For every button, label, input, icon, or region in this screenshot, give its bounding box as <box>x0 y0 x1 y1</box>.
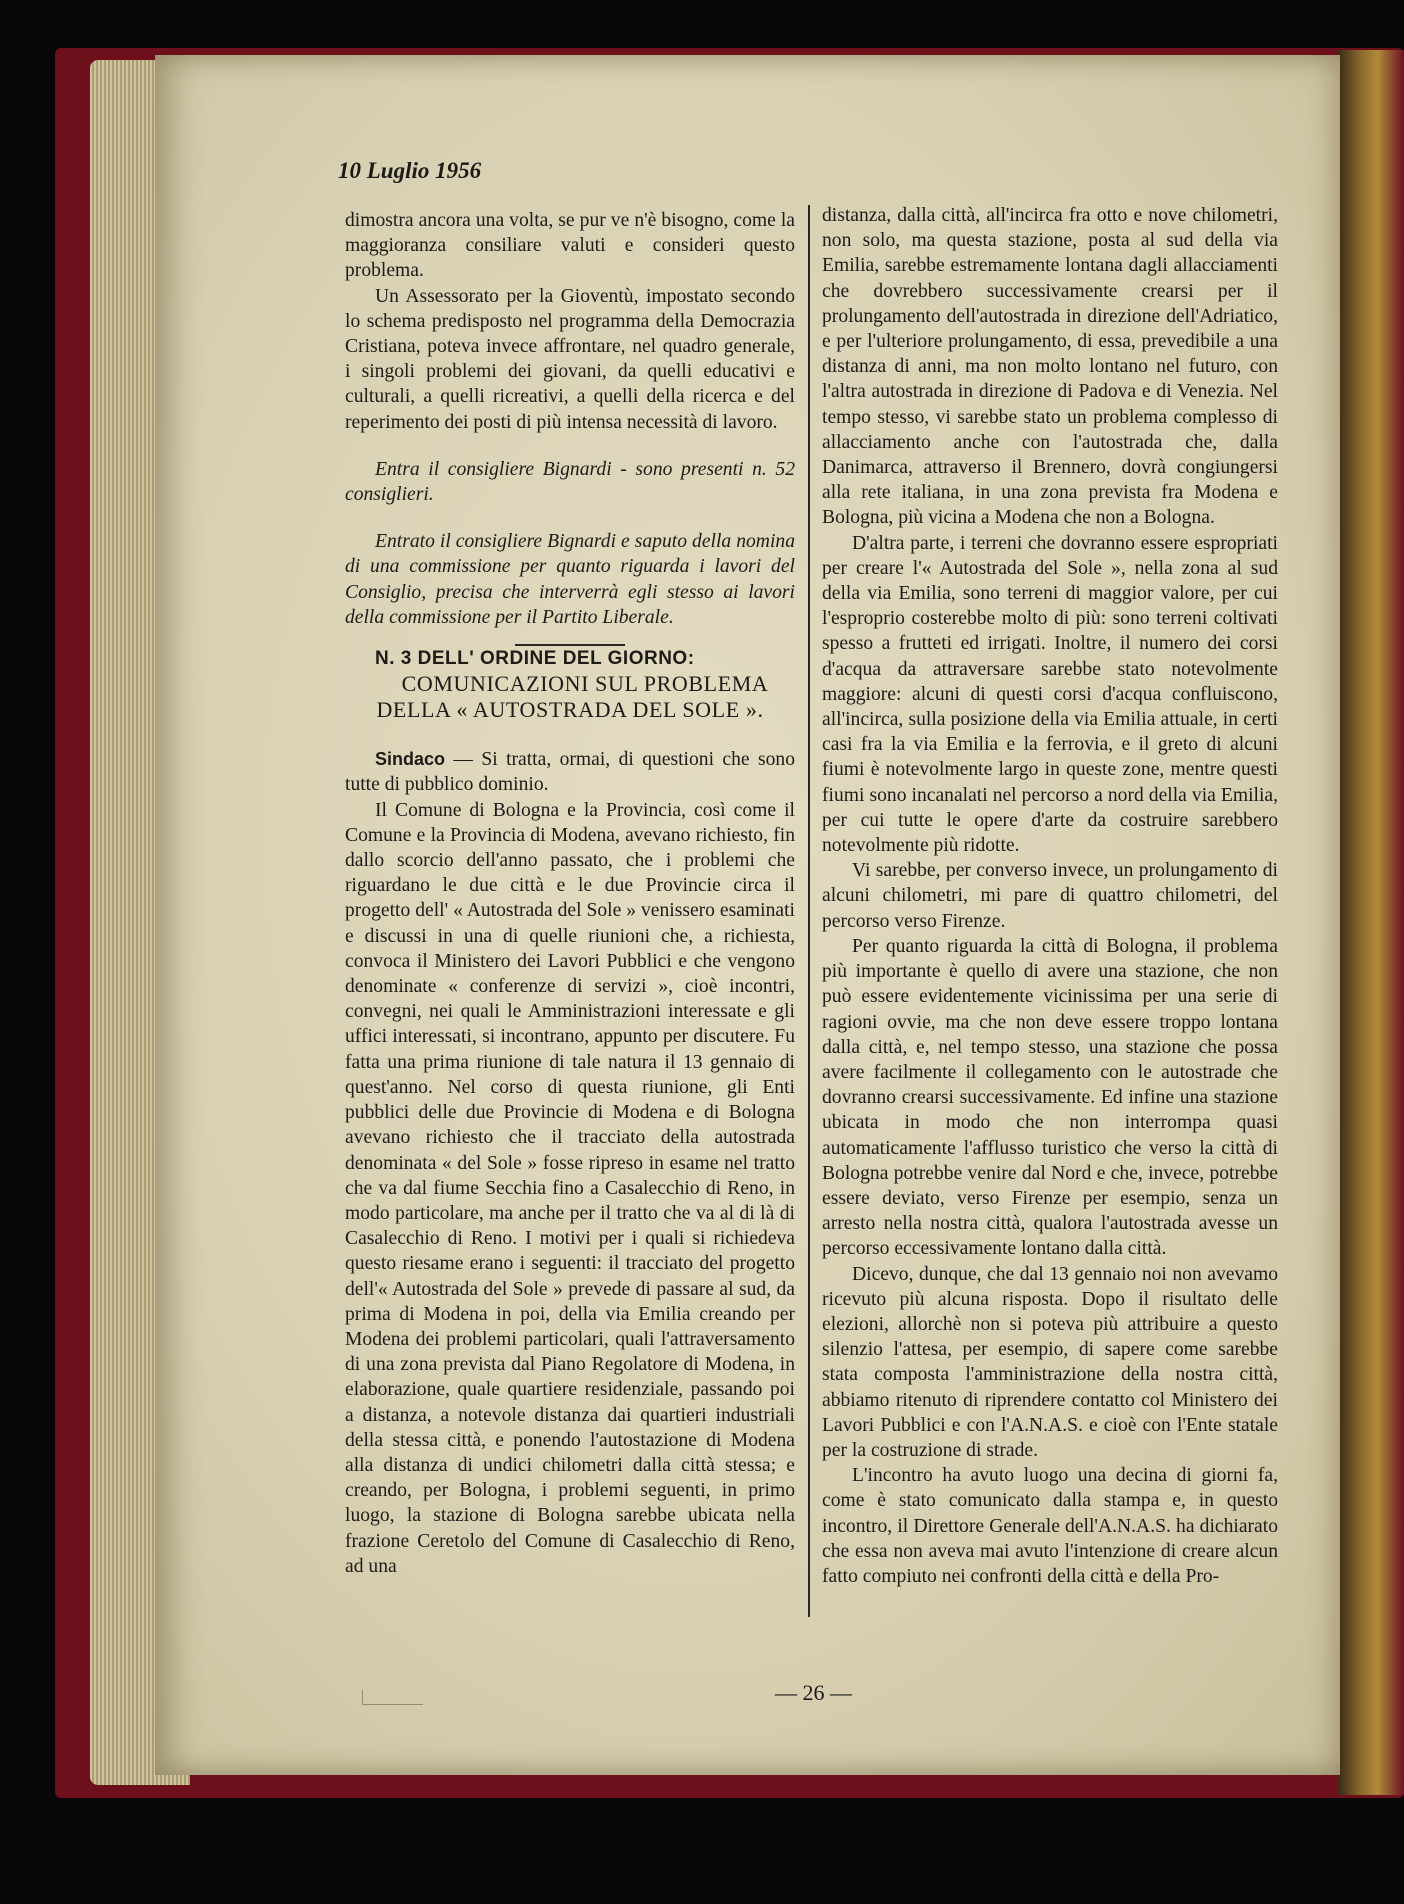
right-paragraph: Per quanto riguarda la città di Bologna, il problema più importante è quello di avere una stazione, che non può essere evidentemente vicinissima per una serie di ragioni ovvie, ma che non deve essere troppo lontana dalla città, e, nel tempo stesso, una stazione che possa avere facilmente il collegamento con le autostrade che dovranno crearsi successivamente. Ed infine una stazione ubicata in modo che non interrompa quasi automaticamente l'afflusso turistico che verso la città di Bologna potrebbe venire dal Nord e che, invece, potrebbe essere deviato, verso Firenze per esempio, senza un arresto nella nostra città, qualora l'autostrada avesse un percorso eccessivamente lontano dalla città. <box>822 935 1278 1260</box>
right-column <box>822 203 1278 1589</box>
left-paragraph: dimostra ancora una volta, se pur ve n'è bisogno, come la maggioranza consiliare valuti e consideri questo problema. <box>345 210 795 282</box>
left-paragraph: Un Assessorato per la Gioventù, impostato secondo lo schema predisposto nel programma della Democrazia Cristiana, poteva invece affrontare, nel quadro generale, i singoli problemi dei giovani, da quelli educativi e culturali, a quelli ricreativi, a quelli della ricerca e del reperimento dei posti di più intensa necessità di lavoro. <box>345 285 795 433</box>
speech-first-line: — Si tratta, ormai, di questioni che sono tutte di pubblico dominio. <box>345 749 795 796</box>
margin-mark <box>362 1690 423 1705</box>
agenda-heading: N. 3 DELL' ORDINE DEL GIORNO: <box>375 648 695 670</box>
right-paragraph: distanza, dalla città, all'incirca fra otto e nove chilometri, non solo, ma questa stazione, posta al sud della via Emilia, sarebbe estremamente lontana dagli allacciamenti che dovrebbero successivamente crearsi per il prolungamento dell'autostrada in direzione dell'Adriatico, e per l'ulteriore prolungamento, di essa, prevedibile a una distanza di anni, ma non molto lontano nel futuro, con l'altra autostrada in direzione di Padova e di Venezia. Nel tempo stesso, vi sarebbe stato un problema complesso di allacciamento anche con l'autostrada che, dalla Danimarca, attraverso il Brennero, dovrà congiungersi alla rete italiana, in una zona prevista fra Modena e Bologna, più vicina a Modena che non a Bologna. <box>822 205 1278 529</box>
agenda-title: COMUNICAZIONI SUL PROBLEMA DELLA « AUTOSTRADA DEL SOLE ». <box>376 671 769 723</box>
right-paragraph: L'incontro ha avuto luogo una decina di giorni fa, come è stato comunicato dalla stampa e, in questo incontro, il Direttore Generale dell'A.N.A.S. ha dichiarato che essa non aveva mai avuto l'intenzione di creare alcun fatto compiuto nei confronti della città e della Pro- <box>822 1465 1278 1587</box>
column-divider <box>808 205 810 1617</box>
right-paragraph: Vi sarebbe, per converso invece, un prolungamento di alcuni chilometri, mi pare di quattro chilometri, del percorso verso Firenze. <box>822 860 1278 932</box>
note-nomination: Entrato il consigliere Bignardi e saputo della nomina di una commissione per quanto riguarda i lavori del Consiglio, precisa che interverrà egli stesso ai lavori della commissione per il Partito Liberale. <box>345 531 795 628</box>
right-paragraph: Dicevo, dunque, che dal 13 gennaio noi non avevamo ricevuto più alcuna risposta. Dopo il risultato delle elezioni, allorchè non si poteva più attribuire a questo silenzio l'attesa, per esempio, di sapere come sarebbe stata composta l'amministrazione della nostra città, abbiamo ritenuto di riprendere contatto col Ministero dei Lavori Pubblici e con l'A.N.A.S. e cioè con l'Ente statale per la costruzione di strade. <box>822 1263 1278 1461</box>
left-column <box>345 208 795 1579</box>
right-page-edge <box>1338 50 1404 1795</box>
speech-paragraph: Il Comune di Bologna e la Provincia, così come il Comune e la Provincia di Modena, avevano richiesto, fin dallo scorcio dell'anno passato, che i problemi che riguardano le due città e le due Provincie circa il progetto dell' « Autostrada del Sole » venissero esaminati e discussi in una di quelle riunioni che, a richiesta, convoca il Ministero dei Lavori Pubblici e che vengono denominate « conferenze di servizi », cioè incontri, convegni, nei quali le Amministrazioni interessate e gli uffici interessati, si incontrano, appunto per discutere. Fu fatta una prima riunione di tale natura il 13 gennaio di quest'anno. Nel corso di questa riunione, gli Enti pubblici delle due Provincie di Modena e di Bologna avevano richiesto che il tracciato della autostrada denominata « del Sole » fosse ripreso in esame nel tratto che va dal fiume Secchia fino a Casalecchio di Reno, in modo particolare, ma anche per il tratto che va al di là di Casalecchio di Reno. I motivi per i quali si richiedeva questo riesame erano i seguenti: il tracciato del progetto dell'« Autostrada del Sole » prevede di passare al sud, da prima di Modena in poi, della via Emilia creando per Modena dei problemi particolari, quali l'attraversamento di una zona prevista dal Piano Regolatore di Modena, in elaborazione, quale quartiere residenziale, passando poi a distanza, a notevole distanza dai quartieri industriali della stessa città, e ponendo l'autostazione di Modena alla distanza di undici chilometri dalla città stessa; e creando, per Bologna, i problemi seguenti, in primo luogo, la stazione di Bologna sarebbe ubicata nella frazione Ceretolo del Comune di Casalecchio di Reno, ad una <box>345 799 795 1577</box>
page-date: 10 Luglio 1956 <box>338 158 482 183</box>
speech-opening <box>345 747 795 797</box>
right-paragraph: D'altra parte, i terreni che dovranno essere espropriati per creare l'« Autostrada del Sole », nella zona al sud della via Emilia, sono terreni di maggior valore, per cui l'esproprio costerebbe molto di più: sono terreni coltivati spesso a frutteti ed irrigati. Inoltre, il numero dei corsi d'acqua da attraversare sarebbe stato notevolmente maggiore: alcuni di questi corsi d'acqua confluiscono, all'incirca, sulla posizione della via Emilia attuale, in certi casi fra la via Emilia e la ferrovia, e il greto di alcuni fiumi è notevolmente largo in queste zone, mentre questi fiumi sono incanalati nel percorso a nord della via Emilia, per cui tutte le opere d'arte da costruire sarebbero notevolmente più ridotte. <box>822 532 1278 857</box>
speaker-name: Sindaco <box>375 749 446 770</box>
page-number: — 26 — <box>775 1680 852 1705</box>
note-entry: Entra il consigliere Bignardi - sono presenti n. 52 consiglieri. <box>345 458 795 506</box>
